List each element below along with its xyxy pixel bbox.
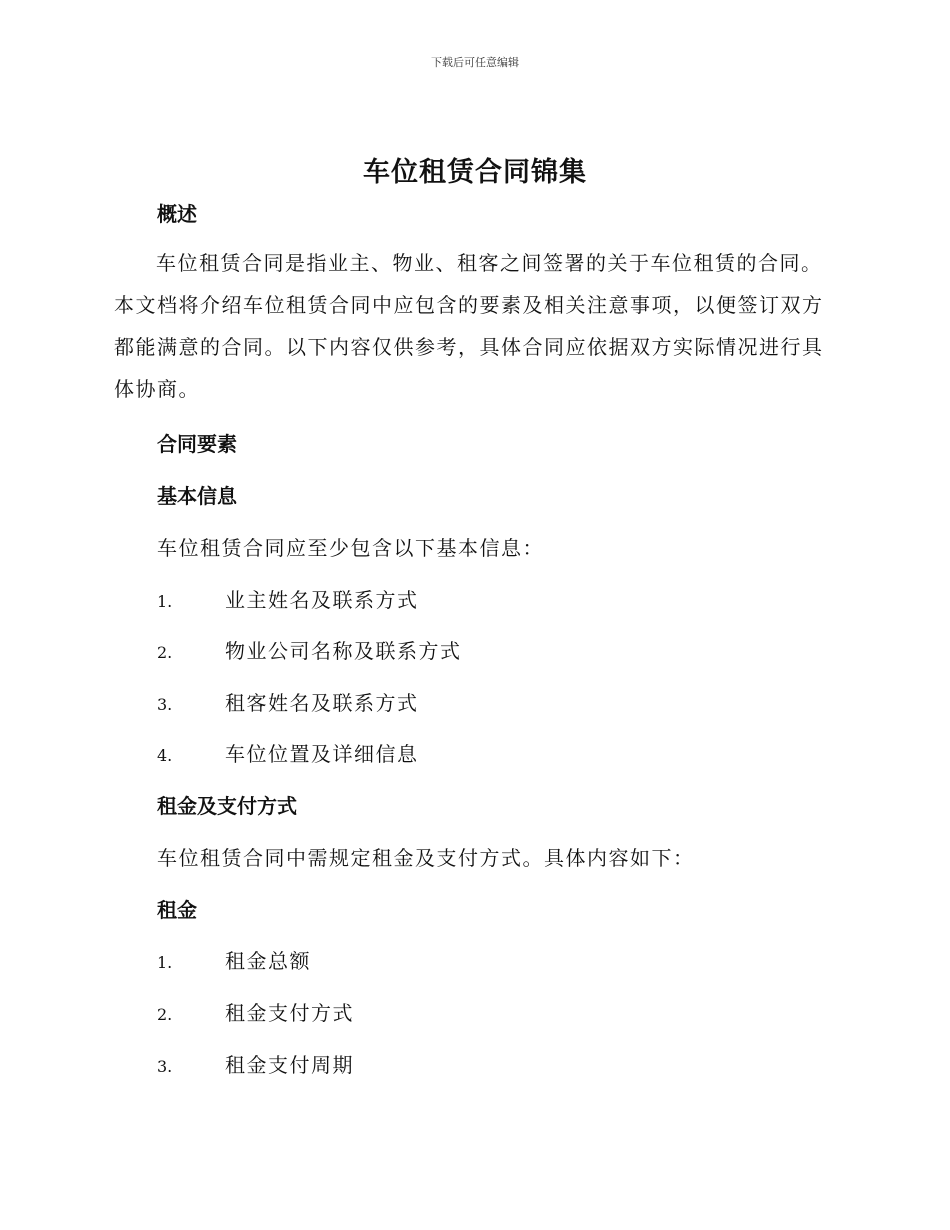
list-item [157,997,657,1026]
overview-heading: 概述 [157,202,197,226]
rent-heading: 租金 [157,898,197,922]
list-item [157,1049,657,1078]
list-item-text: 业主姓名及联系方式 [225,588,419,612]
list-item-number: 4. [157,746,173,765]
list-item [157,687,657,716]
overview-paragraph [114,242,834,410]
basic-info-intro: 车位租赁合同应至少包含以下基本信息： [157,536,544,560]
list-item [157,945,657,974]
list-item-text: 租客姓名及联系方式 [225,691,419,715]
list-item [157,584,657,613]
list-item [157,738,657,767]
rent-payment-intro: 车位租赁合同中需规定租金及支付方式。具体内容如下： [157,846,695,870]
document-title: 车位租赁合同锦集 [363,157,587,188]
list-item-text: 租金支付方式 [225,1001,354,1025]
list-item-text: 车位位置及详细信息 [225,742,419,766]
list-item-text: 租金总额 [225,949,311,973]
overview-text: 车位租赁合同是指业主、物业、租客之间签署的关于车位租赁的合同。本文档将介绍车位租赁合同中应包含的要素及相关注意事项，以便签订双方都能满意的合同。以下内容仅供参考，具体合同应依据双方实际情况进行具体协商。 [114,251,824,401]
list-item-number: 2. [157,1005,173,1024]
list-item-text: 物业公司名称及联系方式 [225,639,462,663]
header-note: 下载后可任意编辑 [431,56,519,69]
list-item-number: 3. [157,1057,173,1076]
basic-info-heading: 基本信息 [157,484,237,508]
list-item-number: 3. [157,695,173,714]
list-item-number: 1. [157,592,173,611]
list-item [157,635,657,664]
list-item-number: 1. [157,953,173,972]
list-item-number: 2. [157,643,173,662]
rent-payment-heading: 租金及支付方式 [157,794,297,818]
elements-heading: 合同要素 [157,432,237,456]
list-item-text: 租金支付周期 [225,1053,354,1077]
